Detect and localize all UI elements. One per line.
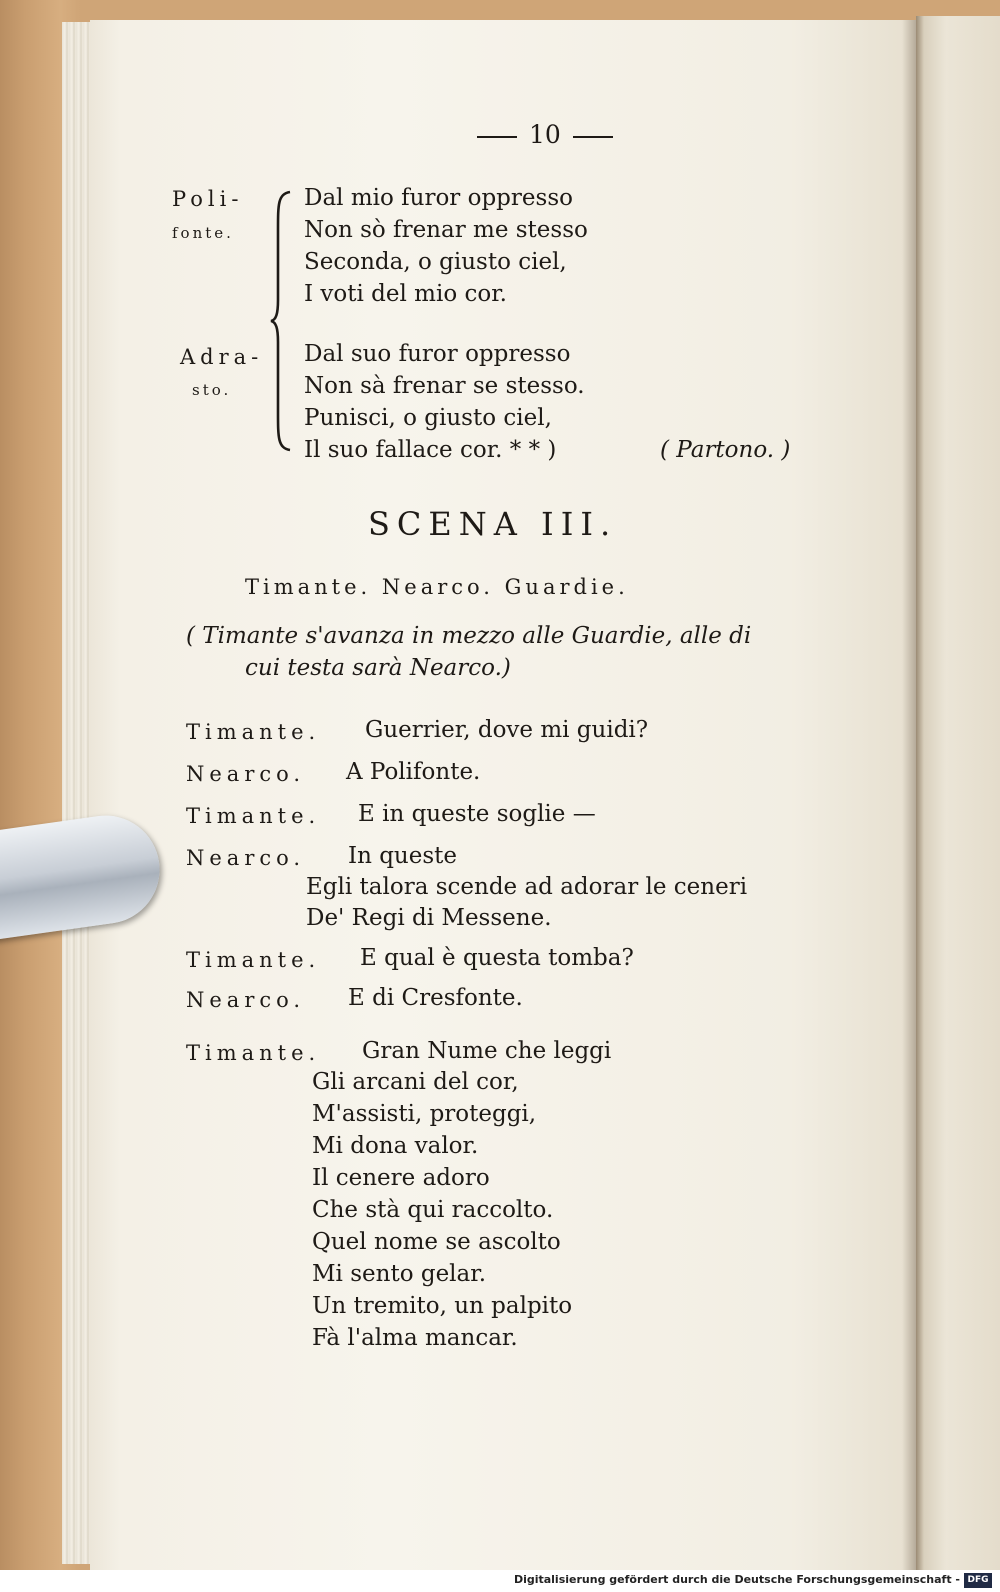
dialogue-line: In queste xyxy=(348,843,458,869)
dialogue-line: Mi dona valor. xyxy=(312,1133,479,1159)
dialogue-line: Fà l'alma mancar. xyxy=(312,1325,518,1351)
stage-direction-line2: cui testa sarà Nearco.) xyxy=(245,655,511,681)
duet-speaker-polifonte-line1: Poli- xyxy=(172,187,244,211)
duet-verse: Punisci, o giusto ciel, xyxy=(304,405,552,431)
funding-note: Digitalisierung gefördert durch die Deutsche Forschungsgemeinschaft - xyxy=(513,1573,960,1586)
dialogue-line: Mi sento gelar. xyxy=(312,1261,487,1287)
dfg-logo: DFG xyxy=(964,1573,992,1588)
duet-verse: Non sà frenar se stesso. xyxy=(304,373,585,399)
dialogue-line: Gran Nume che leggi xyxy=(362,1038,612,1064)
duet-verse: Seconda, o giusto ciel, xyxy=(304,249,567,275)
dialogue-line: Gli arcani del cor, xyxy=(312,1069,519,1095)
facing-page-edge xyxy=(916,16,1000,1570)
duet-verse: Non sò frenar me stesso xyxy=(304,217,588,243)
duet-exit-direction: ( Partono. ) xyxy=(660,437,791,463)
duet-speaker-adrasto-line1: Adra- xyxy=(180,345,264,369)
dialogue-line: E in queste soglie — xyxy=(358,801,596,827)
dialogue-line: Un tremito, un palpito xyxy=(312,1293,573,1319)
dialogue-speaker: Timante. xyxy=(186,804,321,828)
dialogue-speaker: Timante. xyxy=(186,948,321,972)
dialogue-line: Quel nome se ascolto xyxy=(312,1229,561,1255)
dialogue-speaker: Nearco. xyxy=(186,846,306,870)
dialogue-line: E di Cresfonte. xyxy=(348,985,523,1011)
dash-left xyxy=(477,136,517,138)
dialogue-line: De' Regi di Messene. xyxy=(306,905,552,931)
page-number-text: 10 xyxy=(529,120,561,149)
dialogue-speaker: Timante. xyxy=(186,1041,321,1065)
dash-right xyxy=(573,136,613,138)
dialogue-line: E qual è questa tomba? xyxy=(360,945,634,971)
duet-speaker-adrasto-line2: sto. xyxy=(192,381,232,399)
dialogue-speaker: Timante. xyxy=(186,720,321,744)
scene-characters: Timante. Nearco. Guardie. xyxy=(245,575,629,599)
dialogue-line: Il cenere adoro xyxy=(312,1165,490,1191)
dialogue-line: Egli talora scende ad adorar le ceneri xyxy=(306,874,748,900)
dialogue-line: Che stà qui raccolto. xyxy=(312,1197,554,1223)
duet-verse: Dal mio furor oppresso xyxy=(304,185,573,211)
scene-title: SCENA III. xyxy=(368,505,618,543)
dialogue-speaker: Nearco. xyxy=(186,988,306,1012)
duet-brace xyxy=(270,190,292,452)
duet-verse: Il suo fallace cor. * * ) xyxy=(304,437,557,463)
dialogue-line: M'assisti, proteggi, xyxy=(312,1101,537,1127)
stage-direction-line1: ( Timante s'avanza in mezzo alle Guardie, alle di xyxy=(186,623,752,649)
dialogue-line: Guerrier, dove mi guidi? xyxy=(365,717,649,743)
duet-verse: Dal suo furor oppresso xyxy=(304,341,571,367)
duet-speaker-polifonte-line2: fonte. xyxy=(172,224,234,242)
duet-verse: I voti del mio cor. xyxy=(304,281,507,307)
dialogue-speaker: Nearco. xyxy=(186,762,306,786)
footer-bar xyxy=(0,1570,1000,1592)
dialogue-line: A Polifonte. xyxy=(346,759,481,785)
page-number xyxy=(465,120,625,149)
